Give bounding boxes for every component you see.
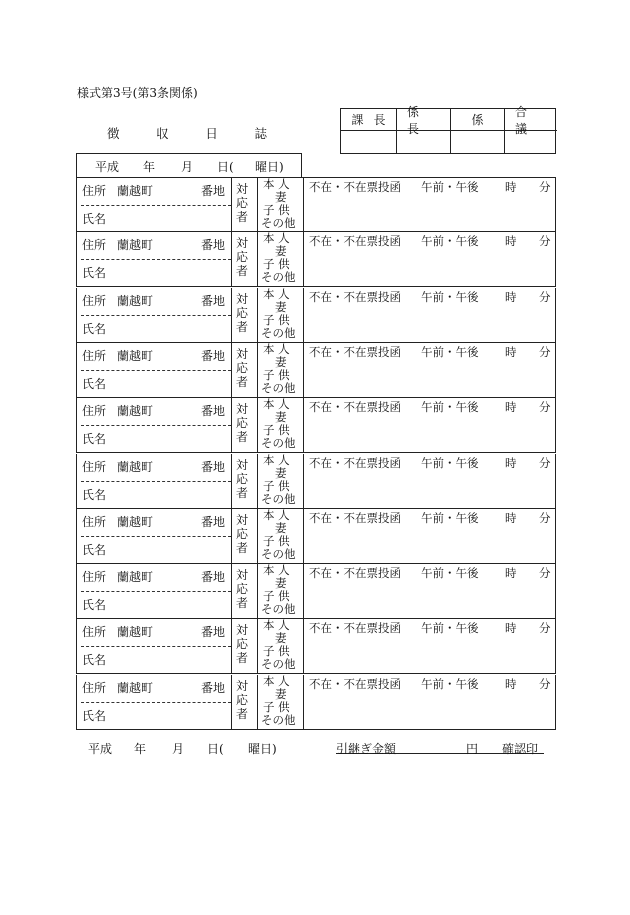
date-era: 平成 <box>95 160 120 174</box>
log-entry-row <box>76 232 556 287</box>
footer-era: 平成 <box>88 742 113 756</box>
am-pm-label: 午前・午後 <box>421 621 479 636</box>
dashed-divider <box>81 536 231 537</box>
responder-char: 対 <box>235 182 248 196</box>
respondent-options <box>261 675 305 727</box>
carryover-label: 引継ぎ金額 <box>336 742 397 756</box>
town-name: 蘭越町 <box>117 680 154 695</box>
title-char: 誌 <box>254 126 267 141</box>
approval-cell <box>341 109 396 153</box>
name-label: 氏名 <box>82 542 107 557</box>
name-label: 氏名 <box>82 598 107 613</box>
column-divider <box>231 675 232 729</box>
address-label: 住所 <box>82 459 107 474</box>
responder-label <box>235 568 249 610</box>
responder-char: 者 <box>235 540 248 555</box>
respondent-child: 子 供 <box>263 699 290 714</box>
respondent-wife: 妻 <box>275 410 287 425</box>
yen-label: 円 <box>466 742 479 756</box>
responder-char: 者 <box>235 374 248 389</box>
hour-label: 時 <box>505 676 517 691</box>
respondent-wife: 妻 <box>275 299 287 314</box>
responder-char: 対 <box>235 457 248 472</box>
hour-label: 時 <box>505 621 517 636</box>
respondent-child: 子 供 <box>263 257 290 272</box>
am-pm-label: 午前・午後 <box>421 234 479 249</box>
responder-char: 応 <box>235 360 248 375</box>
responder-char: 応 <box>235 637 248 652</box>
confirm-seal-label: 確認印 <box>502 742 539 756</box>
column-divider <box>231 564 232 618</box>
respondent-options <box>261 564 305 616</box>
am-pm-label: 午前・午後 <box>421 180 479 194</box>
respondent-wife: 妻 <box>275 631 287 646</box>
dashed-divider <box>81 702 231 703</box>
name-label: 氏名 <box>82 376 107 391</box>
respondent-self: 本 人 <box>263 341 290 356</box>
responder-char: 応 <box>235 471 248 486</box>
minute-label: 分 <box>539 621 551 636</box>
minute-label: 分 <box>539 676 551 691</box>
responder-label <box>235 623 249 665</box>
responder-char: 応 <box>235 526 248 541</box>
name-label: 氏名 <box>82 653 107 668</box>
footer-month: 月 <box>172 742 185 756</box>
log-entry-row <box>76 454 556 509</box>
am-pm-label: 午前・午後 <box>421 400 479 415</box>
absence-status: 不在・不在票投函 <box>309 676 401 691</box>
absence-status: 不在・不在票投函 <box>309 455 401 470</box>
am-pm-label: 午前・午後 <box>421 676 479 691</box>
respondent-self: 本 人 <box>263 618 290 633</box>
address-name-cell <box>77 509 231 563</box>
minute-label: 分 <box>539 400 551 415</box>
address-label: 住所 <box>82 625 107 640</box>
column-divider <box>257 398 258 452</box>
log-entry-row <box>76 288 556 343</box>
dashed-divider <box>81 481 231 482</box>
minute-label: 分 <box>539 566 551 581</box>
hour-label: 時 <box>505 510 517 525</box>
approval-header: 係長 <box>397 109 450 131</box>
minute-label: 分 <box>539 344 551 359</box>
column-divider <box>231 178 232 231</box>
lot-suffix: 番地 <box>201 514 226 529</box>
responder-char: 対 <box>235 623 248 638</box>
name-label: 氏名 <box>82 212 107 226</box>
address-name-cell <box>77 564 231 618</box>
column-divider <box>257 675 258 729</box>
minute-label: 分 <box>539 510 551 525</box>
respondent-child: 子 供 <box>263 312 290 327</box>
column-divider <box>303 454 304 508</box>
respondent-self: 本 人 <box>263 177 290 191</box>
responder-char: 対 <box>235 291 248 306</box>
absence-status: 不在・不在票投函 <box>309 621 401 636</box>
column-divider <box>303 343 304 397</box>
address-label: 住所 <box>82 514 107 529</box>
lot-suffix: 番地 <box>201 184 226 198</box>
approval-cell <box>396 104 450 153</box>
address-label: 住所 <box>82 184 107 198</box>
column-divider <box>231 454 232 508</box>
address-name-cell <box>77 288 231 342</box>
column-divider <box>257 178 258 231</box>
column-divider <box>257 288 258 342</box>
dashed-divider <box>81 259 231 260</box>
responder-char: 対 <box>235 512 248 527</box>
address-label: 住所 <box>82 680 107 695</box>
date-year: 年 <box>143 160 156 174</box>
column-divider <box>257 564 258 618</box>
footer-year: 年 <box>134 742 147 756</box>
address-name-cell <box>77 232 231 286</box>
approval-stamp-table <box>340 104 556 154</box>
address-name-cell <box>77 343 231 397</box>
hour-label: 時 <box>505 566 517 581</box>
responder-label <box>235 292 249 334</box>
form-number-label: 様式第3号(第3条関係) <box>77 86 198 100</box>
date-day: 日( <box>217 160 234 174</box>
approval-cell <box>504 104 557 153</box>
respondent-child: 子 供 <box>263 367 290 382</box>
respondent-other: その他 <box>261 602 296 617</box>
respondent-child: 子 供 <box>263 644 290 659</box>
am-pm-label: 午前・午後 <box>421 455 479 470</box>
responder-char: 応 <box>235 416 248 431</box>
column-divider <box>303 232 304 286</box>
respondent-wife: 妻 <box>275 465 287 480</box>
date-header-row <box>76 153 302 177</box>
log-entry-row <box>76 675 556 730</box>
town-name: 蘭越町 <box>117 404 154 419</box>
responder-char: 応 <box>235 692 248 707</box>
respondent-other: その他 <box>261 380 296 395</box>
column-divider <box>257 509 258 563</box>
am-pm-label: 午前・午後 <box>421 344 479 359</box>
column-divider <box>231 398 232 452</box>
approval-header: 合議 <box>505 109 557 131</box>
responder-char: 対 <box>235 678 248 693</box>
column-divider <box>303 288 304 342</box>
absence-status: 不在・不在票投函 <box>309 344 401 359</box>
column-divider <box>257 619 258 673</box>
name-label: 氏名 <box>82 487 107 502</box>
approval-header: 係 <box>451 109 504 131</box>
hour-label: 時 <box>505 234 517 249</box>
respondent-self: 本 人 <box>263 397 290 412</box>
respondent-self: 本 人 <box>263 452 290 467</box>
hour-label: 時 <box>505 400 517 415</box>
hour-label: 時 <box>505 344 517 359</box>
minute-label: 分 <box>539 455 551 470</box>
respondent-options <box>261 398 305 450</box>
respondent-other: その他 <box>261 325 296 340</box>
responder-char: 対 <box>235 402 248 417</box>
minute-label: 分 <box>539 180 551 194</box>
town-name: 蘭越町 <box>117 514 154 529</box>
lot-suffix: 番地 <box>201 459 226 474</box>
responder-label <box>235 458 249 500</box>
lot-suffix: 番地 <box>201 570 226 585</box>
absence-status: 不在・不在票投函 <box>309 234 401 249</box>
footer-weekday: 曜日) <box>248 742 277 756</box>
respondent-other: その他 <box>261 657 296 672</box>
responder-char: 者 <box>235 430 248 445</box>
hour-label: 時 <box>505 180 517 194</box>
log-entry-row <box>76 564 556 619</box>
address-name-cell <box>77 675 231 729</box>
respondent-wife: 妻 <box>275 686 287 701</box>
responder-char: 者 <box>235 651 248 666</box>
responder-char: 応 <box>235 250 248 265</box>
am-pm-label: 午前・午後 <box>421 289 479 304</box>
respondent-self: 本 人 <box>263 231 290 246</box>
respondent-other: その他 <box>261 546 296 561</box>
column-divider <box>303 675 304 729</box>
respondent-wife: 妻 <box>275 190 287 204</box>
absence-status: 不在・不在票投函 <box>309 289 401 304</box>
absence-status: 不在・不在票投函 <box>309 180 401 194</box>
footer-row <box>88 740 548 758</box>
responder-char: 者 <box>235 210 248 224</box>
respondent-options <box>261 509 305 561</box>
column-divider <box>303 398 304 452</box>
column-divider <box>303 619 304 673</box>
column-divider <box>231 619 232 673</box>
lot-suffix: 番地 <box>201 680 226 695</box>
town-name: 蘭越町 <box>117 184 154 198</box>
responder-char: 応 <box>235 582 248 597</box>
responder-label <box>235 236 249 278</box>
approval-cell <box>450 109 504 153</box>
column-divider <box>303 178 304 231</box>
approval-header: 課長 <box>341 109 396 131</box>
responder-char: 者 <box>235 319 248 334</box>
title-char: 徴 <box>107 126 120 141</box>
lot-suffix: 番地 <box>201 293 226 308</box>
hour-label: 時 <box>505 289 517 304</box>
log-entry-row <box>76 509 556 564</box>
lot-suffix: 番地 <box>201 348 226 363</box>
column-divider <box>257 343 258 397</box>
log-entry-row <box>76 343 556 398</box>
name-label: 氏名 <box>82 321 107 336</box>
dashed-divider <box>81 315 231 316</box>
town-name: 蘭越町 <box>117 459 154 474</box>
minute-label: 分 <box>539 234 551 249</box>
name-label: 氏名 <box>82 266 107 281</box>
address-name-cell <box>77 619 231 673</box>
address-label: 住所 <box>82 348 107 363</box>
title-char: 収 <box>156 126 169 141</box>
address-name-cell <box>77 178 231 231</box>
town-name: 蘭越町 <box>117 625 154 640</box>
lot-suffix: 番地 <box>201 404 226 419</box>
respondent-wife: 妻 <box>275 244 287 259</box>
respondent-options <box>261 178 305 230</box>
respondent-self: 本 人 <box>263 507 290 522</box>
respondent-wife: 妻 <box>275 576 287 591</box>
respondent-wife: 妻 <box>275 520 287 535</box>
lot-suffix: 番地 <box>201 238 226 253</box>
town-name: 蘭越町 <box>117 348 154 363</box>
respondent-self: 本 人 <box>263 563 290 578</box>
respondent-other: その他 <box>261 436 296 451</box>
address-label: 住所 <box>82 293 107 308</box>
column-divider <box>231 288 232 342</box>
respondent-options <box>261 619 305 671</box>
respondent-child: 子 供 <box>263 423 290 438</box>
address-label: 住所 <box>82 404 107 419</box>
respondent-options <box>261 288 305 340</box>
responder-char: 応 <box>235 196 248 210</box>
respondent-self: 本 人 <box>263 673 290 688</box>
column-divider <box>303 564 304 618</box>
address-label: 住所 <box>82 238 107 253</box>
column-divider <box>231 343 232 397</box>
date-weekday: 曜日) <box>255 160 284 174</box>
address-name-cell <box>77 398 231 452</box>
responder-char: 対 <box>235 236 248 251</box>
column-divider <box>257 454 258 508</box>
date-month: 月 <box>181 160 194 174</box>
name-label: 氏名 <box>82 432 107 447</box>
column-divider <box>231 509 232 563</box>
column-divider <box>257 232 258 286</box>
am-pm-label: 午前・午後 <box>421 566 479 581</box>
hour-label: 時 <box>505 455 517 470</box>
responder-label <box>235 679 249 721</box>
log-entry-row <box>76 398 556 453</box>
minute-label: 分 <box>539 289 551 304</box>
respondent-other: その他 <box>261 712 296 727</box>
responder-char: 対 <box>235 568 248 583</box>
name-label: 氏名 <box>82 708 107 723</box>
absence-status: 不在・不在票投函 <box>309 400 401 415</box>
respondent-child: 子 供 <box>263 533 290 548</box>
dashed-divider <box>81 591 231 592</box>
log-entry-row <box>76 177 556 232</box>
dashed-divider <box>81 370 231 371</box>
responder-char: 者 <box>235 485 248 500</box>
respondent-child: 子 供 <box>263 478 290 493</box>
column-divider <box>303 509 304 563</box>
responder-char: 対 <box>235 346 248 361</box>
town-name: 蘭越町 <box>117 238 154 253</box>
responder-label <box>235 402 249 444</box>
dashed-divider <box>81 205 231 206</box>
responder-label <box>235 182 249 224</box>
respondent-child: 子 供 <box>263 203 290 217</box>
document-title <box>107 124 267 142</box>
responder-char: 者 <box>235 264 248 279</box>
collection-log-table <box>76 153 556 730</box>
title-char: 日 <box>205 126 218 141</box>
am-pm-label: 午前・午後 <box>421 510 479 525</box>
respondent-options <box>261 232 305 284</box>
address-label: 住所 <box>82 570 107 585</box>
respondent-wife: 妻 <box>275 354 287 369</box>
responder-char: 者 <box>235 596 248 611</box>
responder-char: 応 <box>235 305 248 320</box>
town-name: 蘭越町 <box>117 293 154 308</box>
lot-suffix: 番地 <box>201 625 226 640</box>
responder-char: 者 <box>235 706 248 721</box>
respondent-other: その他 <box>261 216 296 230</box>
respondent-other: その他 <box>261 491 296 506</box>
respondent-child: 子 供 <box>263 589 290 604</box>
responder-label <box>235 347 249 389</box>
footer-day: 日( <box>207 742 224 756</box>
dashed-divider <box>81 646 231 647</box>
column-divider <box>231 232 232 286</box>
respondent-options <box>261 343 305 395</box>
respondent-self: 本 人 <box>263 286 290 301</box>
absence-status: 不在・不在票投函 <box>309 566 401 581</box>
dashed-divider <box>81 425 231 426</box>
log-entry-row <box>76 619 556 674</box>
absence-status: 不在・不在票投函 <box>309 510 401 525</box>
respondent-other: その他 <box>261 270 296 285</box>
address-name-cell <box>77 454 231 508</box>
respondent-options <box>261 454 305 506</box>
responder-label <box>235 513 249 555</box>
town-name: 蘭越町 <box>117 570 154 585</box>
